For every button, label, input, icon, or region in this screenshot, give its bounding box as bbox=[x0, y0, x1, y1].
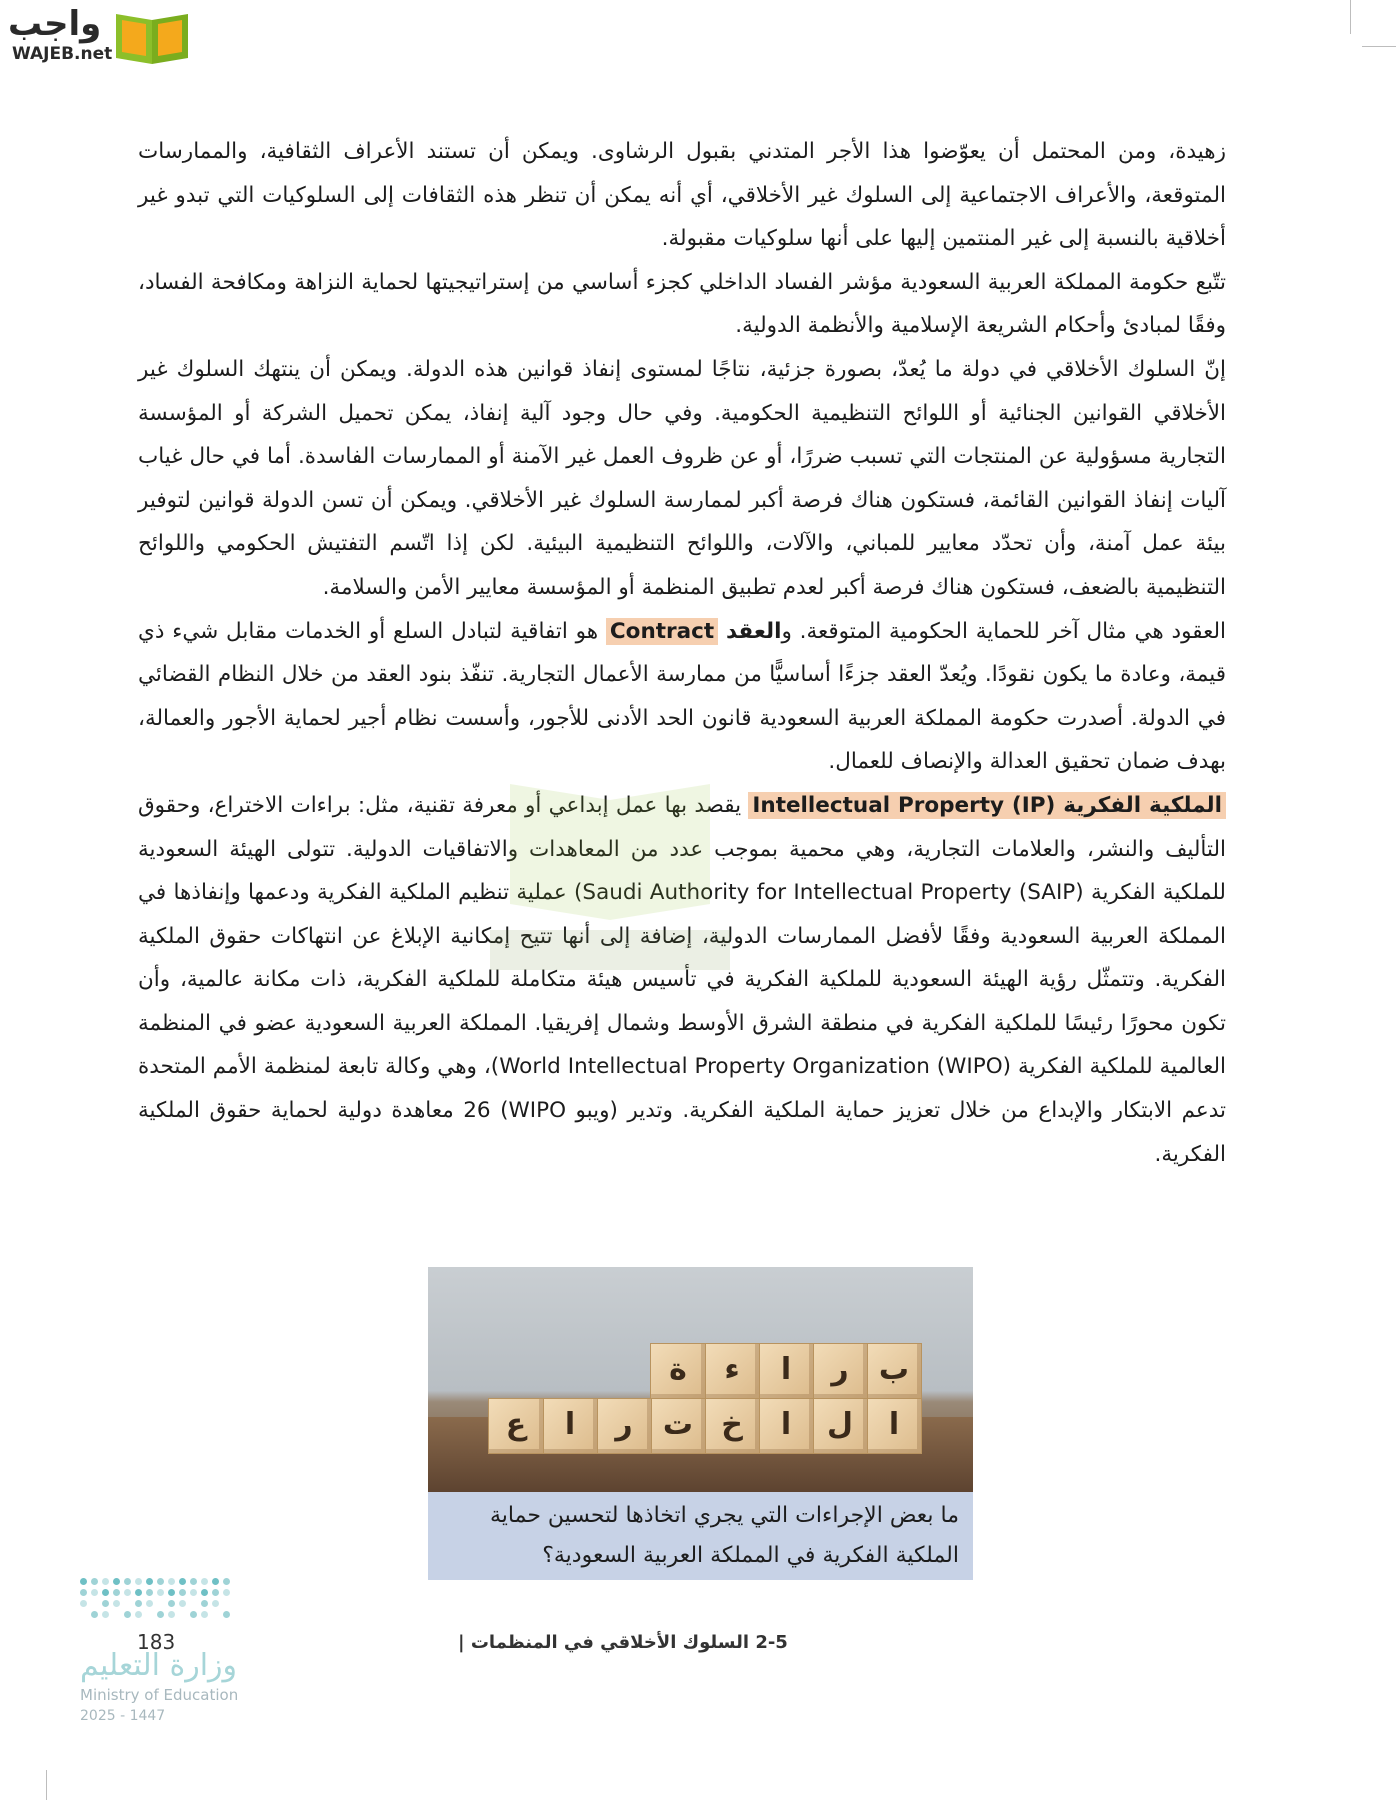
section-title: السلوك الأخلاقي في المنظمات bbox=[470, 1632, 750, 1653]
logo-dot bbox=[135, 1589, 142, 1596]
ip-term-highlight bbox=[748, 792, 1226, 819]
logo-dot bbox=[113, 1578, 120, 1585]
paragraph-3: إنّ السلوك الأخلاقي في دولة ما يُعدّ، بصورة جزئية، نتاجًا لمستوى إنفاذ قوانين هذه الدولة. ويمكن أن ينتهك السلوك غير الأخلاقي القوانين الجنائية أو اللوائح التنظيمية الحكومية. وفي حال وجود آلية إنفاذ، يمكن تحميل الشركة أو المؤسسة التجارية مسؤولية عن المنتجات التي تسبب ضررًا، أو عن ظروف العمل غير الآمنة أو الممارسات الفاسدة. أما في حال غياب آليات إنفاذ القوانين القائمة، فستكون هناك فرصة أكبر لممارسة السلوك غير الأخلاقي. ويمكن أن تسن الدولة قوانين لتوفير بيئة عمل آمنة، وأن تحدّد معايير للمباني، والآلات، واللوائح التنظيمية البيئية. لكن إذا اتّسم التفتيش الحكومي واللوائح التنظيمية بالضعف، فستكون هناك فرصة أكبر لعدم تطبيق المنظمة أو المؤسسة معايير الأمن والسلامة. bbox=[138, 356, 1226, 600]
logo-dot bbox=[157, 1589, 164, 1596]
bottom-row-cube-4: خ bbox=[704, 1398, 760, 1454]
logo-dot bbox=[146, 1600, 153, 1607]
top-row-cube-1: ب bbox=[866, 1343, 922, 1399]
logo-dot bbox=[135, 1611, 142, 1618]
logo-dot bbox=[80, 1578, 87, 1585]
ip-text-part2: ) عملية تنظيم الملكية الفكرية ودعمها وإنفاذها في المملكة العربية السعودية وفقًا لأفضل الممارسات الدولية، إضافة إلى أنها تتيح إمكانية الإبلاغ عن انتهاكات حقوق الملكية الفكرية. وتتمثّل رؤية الهيئة السعودية للملكية الفكرية في تأسيس هيئة متكاملة للملكية الفكرية، ذات مكانة عالمية، وأن تكون محورًا رئيسًا للملكية الفكرية في منطقة الشرق الأوسط وشمال إفريقيا. المملكة العربية السعودية عضو في المنظمة العالمية للملكية الفكرية ( bbox=[138, 880, 1226, 1080]
logo-dot bbox=[113, 1600, 120, 1607]
logo-dot bbox=[80, 1600, 87, 1607]
ministry-name-ar: وزارة التعليم bbox=[80, 1648, 238, 1683]
top-row-cube-3: ا bbox=[758, 1343, 814, 1399]
logo-dot bbox=[157, 1578, 164, 1585]
logo-dot bbox=[179, 1578, 186, 1585]
logo-dot bbox=[190, 1611, 197, 1618]
logo-dot bbox=[91, 1578, 98, 1585]
logo-dot bbox=[201, 1611, 208, 1618]
wooden-cubes-photo bbox=[428, 1267, 973, 1492]
top-row-cube-5: ة bbox=[650, 1343, 706, 1399]
logo-latin-word: WAJEB.net bbox=[12, 44, 113, 64]
ip-wipo-name: World Intellectual Property Organization (WIPO bbox=[499, 1054, 1003, 1080]
logo-dot bbox=[124, 1578, 131, 1585]
section-number: 2-5 bbox=[755, 1632, 788, 1653]
footer-section: 2-5 السلوك الأخلاقي في المنظمات | bbox=[458, 1632, 788, 1653]
logo-dot bbox=[223, 1611, 230, 1618]
logo-dot bbox=[168, 1589, 175, 1596]
logo-dot bbox=[179, 1589, 186, 1596]
logo-dot bbox=[179, 1600, 186, 1607]
paragraph-contract bbox=[138, 610, 1226, 784]
logo-dot bbox=[146, 1589, 153, 1596]
top-row-cube-2: ر bbox=[812, 1343, 868, 1399]
logo-dot bbox=[157, 1611, 164, 1618]
bottom-row-cube-3: ا bbox=[758, 1398, 814, 1454]
logo-dot bbox=[190, 1578, 197, 1585]
figure-caption: ما بعض الإجراءات التي يجري اتخاذها لتحسين حماية الملكية الفكرية في المملكة العربية السعودية؟ bbox=[428, 1492, 973, 1580]
logo-dot bbox=[146, 1578, 153, 1585]
logo-dot bbox=[102, 1589, 109, 1596]
ip-term-ar: الملكية الفكرية bbox=[1063, 792, 1222, 818]
body-text bbox=[138, 130, 1226, 1176]
logo-dot bbox=[168, 1600, 175, 1607]
logo-dot bbox=[223, 1589, 230, 1596]
book-icon bbox=[112, 8, 192, 66]
logo-dot bbox=[190, 1589, 197, 1596]
logo-dot bbox=[212, 1600, 219, 1607]
logo-dot bbox=[223, 1578, 230, 1585]
page-number: 183 bbox=[137, 1630, 176, 1654]
logo-dot bbox=[212, 1589, 219, 1596]
wajeb-logo[interactable] bbox=[8, 4, 188, 66]
logo-dot bbox=[124, 1611, 131, 1618]
ministry-dots-logo bbox=[80, 1578, 250, 1626]
logo-dot bbox=[124, 1589, 131, 1596]
logo-dot bbox=[91, 1589, 98, 1596]
logo-dot bbox=[168, 1578, 175, 1585]
logo-dot bbox=[168, 1611, 175, 1618]
ip-text-part1: يقصد بها عمل إبداعي أو معرفة تقنية، مثل: براءات الاختراع، وحقوق التأليف والنشر، والعلامات التجارية، وهي محمية بموجب عدد من المعاهدات والاتفاقيات الدولية. تتولى الهيئة السعودية للملكية الفكرية ( bbox=[138, 792, 1226, 906]
paragraph-2: تتّبع حكومة المملكة العربية السعودية مؤشر الفساد الداخلي كجزء أساسي من إستراتيجيتها لحماية النزاهة ومكافحة الفساد، وفقًا لمبادئ وأحكام الشريعة الإسلامية والأنظمة الدولية. bbox=[138, 269, 1226, 339]
patents-figure bbox=[428, 1267, 973, 1580]
logo-dot bbox=[135, 1578, 142, 1585]
logo-dot bbox=[113, 1589, 120, 1596]
paragraph-1: زهيدة، ومن المحتمل أن يعوّضوا هذا الأجر المتدني بقبول الرشاوى. ويمكن أن تستند الأعراف الثقافية، والممارسات المتوقعة، والأعراف الاجتماعية إلى السلوك غير الأخلاقي، أي أنه يمكن أن تنظر هذه الثقافات إلى السلوكيات التي تبدو غير أخلاقية بالنسبة إلى غير المنتمين إليها على أنها سلوكيات مقبولة. bbox=[138, 139, 1226, 252]
bottom-row-cube-1: ا bbox=[866, 1398, 922, 1454]
bottom-row-cube-5: ت bbox=[650, 1398, 706, 1454]
academic-years: 2025 - 1447 bbox=[80, 1708, 166, 1724]
logo-dot bbox=[102, 1578, 109, 1585]
contract-term-en: Contract bbox=[606, 618, 718, 645]
ip-saip-name: Saudi Authority for Intellectual Property (SAIP bbox=[582, 880, 1076, 906]
bottom-row-cube-2: ل bbox=[812, 1398, 868, 1454]
contract-term-ar: العقد bbox=[726, 618, 782, 644]
logo-dot bbox=[201, 1600, 208, 1607]
ministry-name-en: Ministry of Education bbox=[80, 1686, 239, 1704]
logo-dot bbox=[212, 1578, 219, 1585]
logo-dot bbox=[135, 1600, 142, 1607]
logo-dot bbox=[102, 1611, 109, 1618]
logo-dot bbox=[91, 1611, 98, 1618]
logo-dot bbox=[102, 1600, 109, 1607]
paragraph-ip bbox=[138, 784, 1226, 1176]
logo-dot bbox=[80, 1589, 87, 1596]
bottom-row-cube-7: ا bbox=[542, 1398, 598, 1454]
contract-text-before: العقود هي مثال آخر للحماية الحكومية المتوقعة. و bbox=[781, 618, 1227, 644]
bottom-row-cube-6: ر bbox=[596, 1398, 652, 1454]
top-row-cube-4: ء bbox=[704, 1343, 760, 1399]
bottom-row-cube-8: ع bbox=[488, 1398, 544, 1454]
logo-arabic-word: واجب bbox=[8, 4, 102, 44]
logo-dot bbox=[201, 1578, 208, 1585]
contract-text-after: هو اتفاقية لتبادل السلع أو الخدمات مقابل شيء ذي قيمة، وعادة ما يكون نقودًا. ويُعدّ العقد جزءًا أساسيًّا من ممارسة الأعمال التجارية. تنفّذ بنود العقد من خلال النظام القضائي في الدولة. أصدرت حكومة المملكة العربية السعودية قانون الحد الأدنى للأجور، وأسست نظام أجير لحماية الأجور والعمالة، بهدف ضمان تحقيق العدالة والإنصاف للعمال. bbox=[138, 618, 1226, 775]
ip-term-en: Intellectual Property (IP) bbox=[752, 792, 1056, 818]
logo-dot bbox=[201, 1589, 208, 1596]
ip-text-part3: )، وهي وكالة تابعة لمنظمة الأمم المتحدة تدعم الابتكار والإبداع من خلال تعزيز حماية الملكية الفكرية. وتدير (ويبو WIPO) 26 معاهدة دولية لحماية حقوق الملكية الفكرية. bbox=[138, 1054, 1227, 1167]
